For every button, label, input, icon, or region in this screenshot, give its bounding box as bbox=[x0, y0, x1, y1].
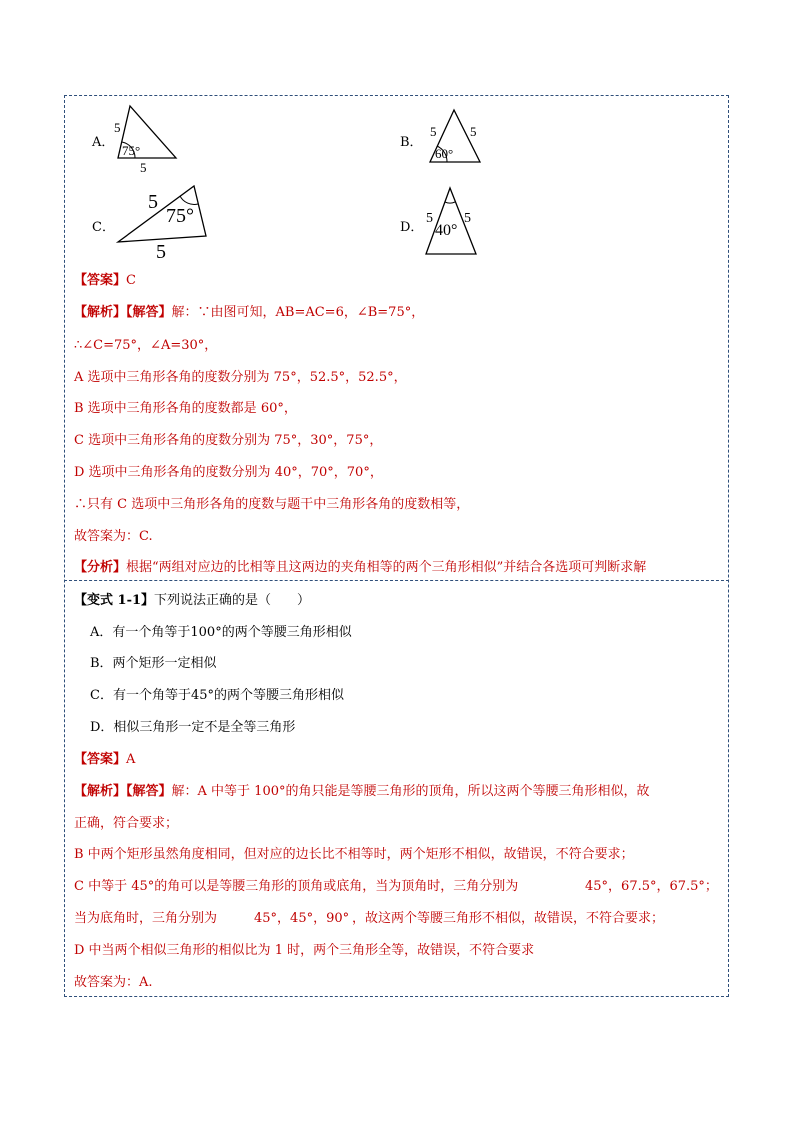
option-a-label: A． bbox=[92, 135, 115, 150]
option-c-angle: 75° bbox=[166, 205, 194, 227]
q1-analysis-tag: 【解析】【解答】 bbox=[74, 305, 172, 320]
q1-analysis-line-8: 故答案为：C. bbox=[74, 529, 153, 544]
option-a-triangle bbox=[110, 100, 182, 175]
q1-fenxi-text: 根据“两组对应边的比相等且这两边的夹角相等的两个三角形相似”并结合各选项可判断求解 bbox=[126, 560, 647, 575]
q2-answer-line bbox=[74, 752, 135, 768]
q1-answer-line bbox=[74, 273, 136, 289]
q2-analysis-line-4: C 中等于 45°的角可以是等腰三角形的顶角或底角，当为顶角时，三角分别为 bbox=[74, 879, 519, 894]
q2-option-b: B．两个矩形一定相似 bbox=[90, 656, 217, 671]
option-d-label: D． bbox=[400, 220, 424, 235]
q2-analysis-line-7: 故答案为：A. bbox=[74, 975, 153, 990]
q2-question-line bbox=[74, 593, 310, 609]
q1-fenxi-tag: 【分析】 bbox=[74, 560, 127, 575]
option-a-side-2: 5 bbox=[140, 160, 147, 175]
q2-analysis-line-6: D 中当两个相似三角形的相似比为 1 时，两个三角形全等，故错误，不符合要求 bbox=[74, 943, 535, 958]
angle-arc-c bbox=[180, 196, 198, 204]
q2-question-text: 下列说法正确的是（ ） bbox=[154, 593, 311, 608]
option-a-angle: 75° bbox=[122, 143, 141, 158]
q2-option-c: C．有一个角等于45°的两个等腰三角形相似 bbox=[90, 688, 344, 703]
q1-analysis-line-5: C 选项中三角形各角的度数分别为 75°，30°，75°， bbox=[74, 433, 383, 448]
option-b-angle: 60° bbox=[435, 146, 454, 161]
q2-option-d: D．相似三角形一定不是全等三角形 bbox=[90, 720, 296, 735]
option-a-side-1: 5 bbox=[114, 120, 121, 135]
option-b-side-1: 5 bbox=[430, 124, 437, 139]
q2-line4-values: 45°，67.5°，67.5°； bbox=[585, 879, 718, 894]
option-d-triangle bbox=[420, 184, 492, 260]
q1-analysis-line-7: ∴只有 C 选项中三角形各角的度数与题干中三角形各角的度数相等， bbox=[74, 497, 470, 512]
option-d-angle: 40° bbox=[435, 222, 458, 239]
q2-analysis-line-2: 正确，符合要求； bbox=[74, 816, 179, 831]
q2-analysis-text-1: 解：A 中等于 100°的角只能是等腰三角形的顶角，所以这两个等腰三角形相似，故 bbox=[171, 784, 650, 799]
q1-answer-tag: 【答案】 bbox=[74, 273, 127, 288]
option-d-side-1: 5 bbox=[426, 211, 433, 226]
q1-analysis-text-1: 解：∵由图可知，AB=AC=6，∠B=75°， bbox=[171, 305, 425, 320]
angle-arc-d bbox=[445, 202, 455, 203]
q2-analysis-line-3: B 中两个矩形虽然角度相同，但对应的边长比不相等时，两个矩形不相似，故错误，不符合要求； bbox=[74, 847, 634, 862]
option-c-triangle bbox=[110, 180, 215, 262]
q2-answer-value: A bbox=[126, 752, 136, 767]
section-divider bbox=[64, 580, 729, 581]
q1-answer-value: C bbox=[126, 273, 136, 288]
q1-fenxi-line bbox=[74, 560, 646, 576]
q2-line5-values: 45°，45°，90° bbox=[254, 911, 350, 926]
q1-analysis-line-1 bbox=[74, 305, 424, 321]
q2-analysis-line-1 bbox=[74, 784, 649, 800]
q1-analysis-line-4: B 选项中三角形各角的度数都是 60°， bbox=[74, 401, 297, 416]
option-c-side-2: 5 bbox=[156, 241, 166, 263]
option-b-triangle bbox=[422, 106, 486, 166]
option-b-label: B． bbox=[400, 135, 423, 150]
option-c-side-1: 5 bbox=[148, 191, 158, 213]
q2-answer-tag: 【答案】 bbox=[74, 752, 127, 767]
q2-analysis-tag: 【解析】【解答】 bbox=[74, 784, 172, 799]
option-c-label: C． bbox=[92, 220, 115, 235]
option-b-side-2: 5 bbox=[470, 124, 477, 139]
q2-variant-tag: 【变式 1-1】 bbox=[74, 593, 155, 608]
q1-analysis-line-2: ∴∠C=75°，∠A=30°， bbox=[74, 338, 218, 353]
option-d-side-2: 5 bbox=[464, 211, 471, 226]
q1-analysis-line-6: D 选项中三角形各角的度数分别为 40°，70°，70°， bbox=[74, 465, 383, 480]
q1-analysis-line-3: A 选项中三角形各角的度数分别为 75°，52.5°，52.5°， bbox=[74, 370, 407, 385]
q2-analysis-line-5: 当为底角时，三角分别为 bbox=[74, 911, 218, 926]
q2-line5-tail: ，故这两个等腰三角形不相似，故错误，不符合要求； bbox=[352, 911, 665, 926]
q2-option-a: A．有一个角等于100°的两个等腰三角形相似 bbox=[90, 625, 352, 640]
